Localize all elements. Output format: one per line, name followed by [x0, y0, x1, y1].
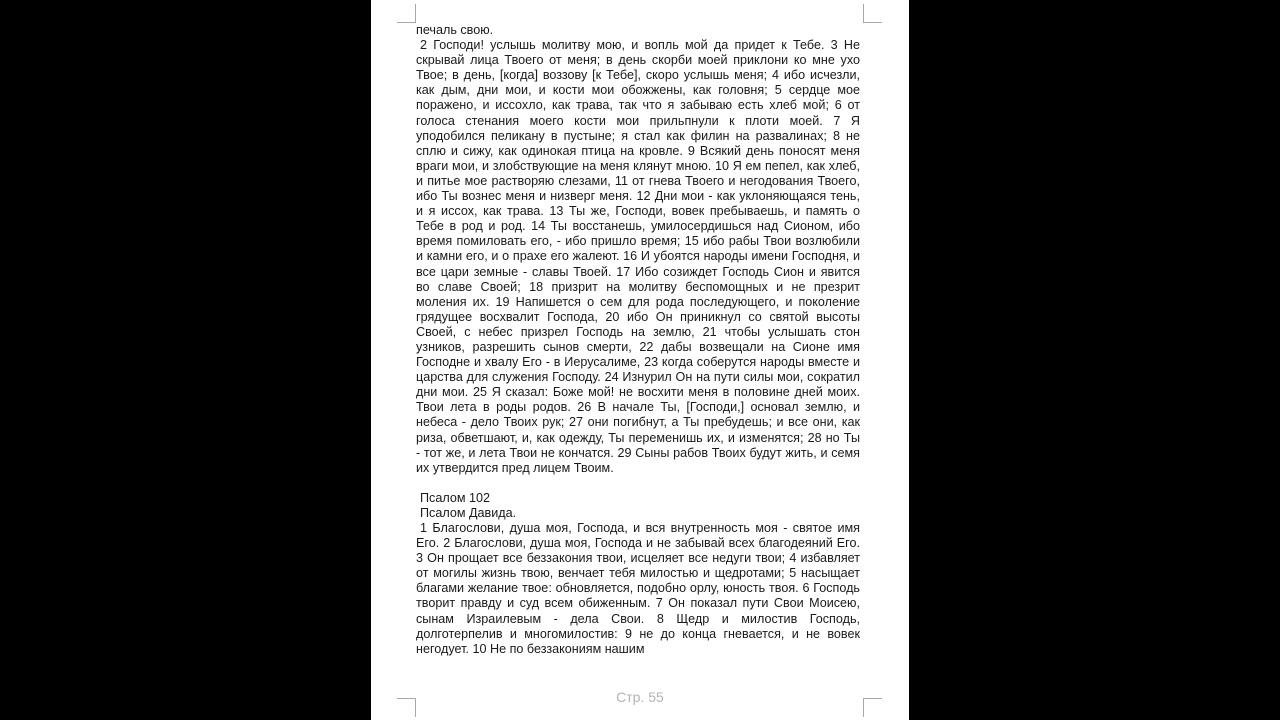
psalm-101-text: 2 Господи! услышь молитву мою, и вопль мой да придет к Тебе. 3 Не скрывай лица Твоего от меня; в день скорби моей приклони ко мне ухо Твое; в день, [когда] воззову [к Тебе], скоро услышь меня; 4 ибо исчезли, как дым, дни мои, и кости мои обожжены, как головня; 5 сердце мое поражено, и иссохло, как трава, так что я забываю есть хлеб мой; 6 от голоса стенания моего кости мои прильпнули к плоти моей. 7 Я уподобился пеликану в пустыне; я стал как филин на развалинах; 8 не сплю и сижу, как одинокая птица на кровле. 9 Всякий день поносят меня враги мои, и злобствующие на меня клянут мною. 10 Я ем пепел, как хлеб, и питье мое растворяю слезами, 11 от гнева Твоего и негодования Твоего, ибо Ты вознес меня и низверг меня. 12 Дни мои - как уклоняющаяся тень, и я иссох, как трава. 13 Ты же, Господи, вовек пребываешь, и память о Тебе в род и род. 14 Ты восстанешь, умилосердишься над Сионом, ибо время помиловать его, - ибо пришло время; 15 ибо рабы Твои возлюбили и камни его, и о прахе его жалеют. 16 И убоятся народы имени Господня, и все цари земные - славы Твоей. 17 Ибо созиждет Господь Сион и явится во славе Своей; 18 призрит на молитву беспомощных и не презрит моления их. 19 Напишется о сем для рода последующего, и поколение грядущее восхвалит Господа, 20 ибо Он приникнул со святой высоты Своей, с небес призрел Господь на землю, 21 чтобы услышать стон узников, разрешить сынов смерти, 22 дабы возвещали на Сионе имя Господне и хвалу Его - в Иерусалиме, 23 когда соберутся народы вместе и царства для служения Господу. 24 Изнурил Он на пути силы мои, сократил дни мои. 25 Я сказал: Боже мой! не восхити меня в половине дней моих. Твои лета в роды родов. 26 В начале Ты, [Господи,] основал землю, и небеса - дело Твоих рук; 27 они погибнут, а Ты пребудешь; и все они, как риза, обветшают, и, как одежду, Ты переменишь их, и изменятся; 28 но Ты - тот же, и лета Твои не кончатся. 29 Сыны рабов Твоих будут жить, и семя их утвердится пред лицем Твоим. [416, 38, 860, 475]
top-fragment: печаль свою. [416, 23, 494, 37]
document-page [371, 0, 909, 720]
psalm-102-subtitle: Псалом Давида. [420, 505, 517, 520]
psalm-102-text: 1 Благослови, душа моя, Господа, и вся внутренность моя - святое имя Его. 2 Благослови, душа моя, Господа и не забывай всех благодеяний Его. 3 Он прощает все беззакония твои, исцеляет все недуги твои; 4 избавляет от могилы жизнь твою, венчает тебя милостью и щедротами; 5 насыщает благами желание твое: обновляется, подобно орлу, юность твоя. 6 Господь творит правду и суд всем обиженным. 7 Он показал пути Свои Моисею, сынам Израилевым - дела Свои. 8 Щедр и милостив Господь, долготерпелив и многомилостив: 9 не до конца гневается, и не вовек негодует. 10 Не по беззакониям нашим [416, 521, 860, 656]
page-number: Стр. 55 [616, 689, 664, 705]
psalm-102-heading: Псалом 102 [420, 490, 491, 505]
page-text [416, 23, 860, 657]
paragraph-gap [416, 476, 860, 491]
crop-mark-top-right [863, 4, 882, 23]
crop-mark-top-left [397, 4, 416, 23]
